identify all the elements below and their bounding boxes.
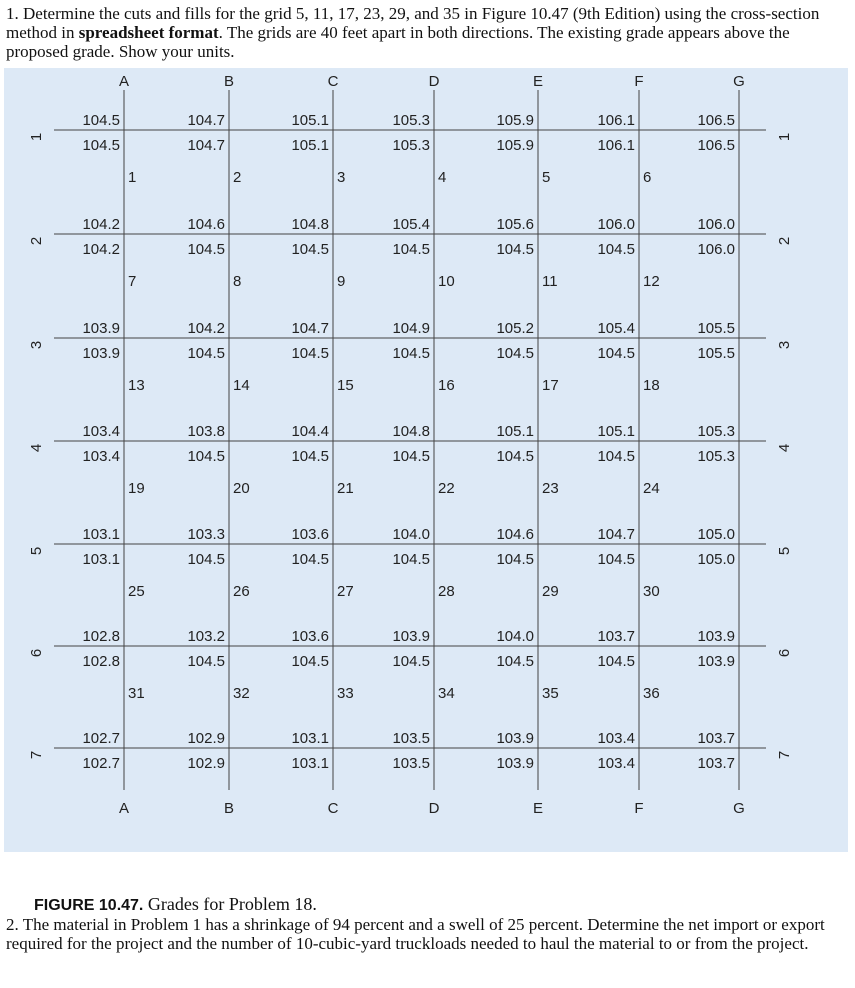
existing-elevation: 105.0 bbox=[697, 526, 735, 543]
row-label-left: 3 bbox=[28, 340, 45, 350]
grid-cell-number: 5 bbox=[542, 169, 551, 186]
proposed-elevation: 104.5 bbox=[392, 345, 430, 362]
proposed-elevation: 104.5 bbox=[291, 551, 329, 568]
grid-cell-number: 33 bbox=[337, 685, 354, 702]
column-label-top: C bbox=[327, 73, 339, 90]
proposed-elevation: 104.5 bbox=[496, 345, 534, 362]
proposed-elevation: 106.0 bbox=[697, 241, 735, 258]
row-label-left: 5 bbox=[28, 546, 45, 556]
grid-cell-number: 28 bbox=[438, 583, 455, 600]
proposed-elevation: 104.2 bbox=[82, 241, 120, 258]
existing-elevation: 104.6 bbox=[187, 216, 225, 233]
grid-cell-number: 25 bbox=[128, 583, 145, 600]
grid-cell-number: 4 bbox=[438, 169, 447, 186]
problem-1-text bbox=[6, 4, 846, 61]
grid-cell-number: 14 bbox=[233, 377, 250, 394]
grid-cell-number: 15 bbox=[337, 377, 354, 394]
proposed-elevation: 104.5 bbox=[392, 551, 430, 568]
proposed-elevation: 104.5 bbox=[496, 448, 534, 465]
grid-cell-number: 24 bbox=[643, 480, 660, 497]
column-label-bottom: F bbox=[634, 800, 644, 817]
grid-cell-number: 2 bbox=[233, 169, 242, 186]
grid-cell-number: 30 bbox=[643, 583, 660, 600]
problem-1-lead: 1. Determine the cuts and fills for the grid 5, 11, 17, 23, 29, and 35 in Figure 10.47 (9th Edition) using the cross-section method in bbox=[6, 4, 820, 42]
grid-cell-number: 35 bbox=[542, 685, 559, 702]
existing-elevation: 104.8 bbox=[291, 216, 329, 233]
row-label-left: 4 bbox=[28, 443, 45, 453]
figure-10-47 bbox=[4, 68, 848, 914]
caption-label: FIGURE 10.47. bbox=[34, 897, 144, 914]
grid-cell-number: 8 bbox=[233, 273, 242, 290]
existing-elevation: 105.1 bbox=[597, 423, 635, 440]
proposed-elevation: 106.5 bbox=[697, 137, 735, 154]
existing-elevation: 103.9 bbox=[496, 730, 534, 747]
column-label-top: A bbox=[118, 73, 130, 90]
grid-cell-number: 23 bbox=[542, 480, 559, 497]
existing-elevation: 103.4 bbox=[597, 730, 635, 747]
proposed-elevation: 104.5 bbox=[496, 653, 534, 670]
proposed-elevation: 104.5 bbox=[496, 241, 534, 258]
column-label-top: G bbox=[733, 73, 745, 90]
proposed-elevation: 104.5 bbox=[82, 137, 120, 154]
existing-elevation: 105.9 bbox=[496, 112, 534, 129]
existing-elevation: 103.8 bbox=[187, 423, 225, 440]
proposed-elevation: 103.4 bbox=[82, 448, 120, 465]
existing-elevation: 103.7 bbox=[697, 730, 735, 747]
column-label-top: F bbox=[634, 73, 644, 90]
grid-cell-number: 21 bbox=[337, 480, 354, 497]
column-label-bottom: A bbox=[118, 800, 130, 817]
existing-elevation: 103.3 bbox=[187, 526, 225, 543]
existing-elevation: 103.2 bbox=[187, 628, 225, 645]
row-label-right: 1 bbox=[776, 132, 793, 142]
existing-elevation: 103.7 bbox=[597, 628, 635, 645]
proposed-elevation: 104.5 bbox=[291, 241, 329, 258]
proposed-elevation: 103.9 bbox=[496, 755, 534, 772]
grid-cell-number: 7 bbox=[128, 273, 137, 290]
proposed-elevation: 103.9 bbox=[82, 345, 120, 362]
existing-elevation: 104.2 bbox=[82, 216, 120, 233]
column-label-top: E bbox=[532, 73, 544, 90]
grid-cell-number: 29 bbox=[542, 583, 559, 600]
proposed-elevation: 106.1 bbox=[597, 137, 635, 154]
proposed-elevation: 104.5 bbox=[597, 345, 635, 362]
existing-elevation: 104.5 bbox=[82, 112, 120, 129]
grid-cell-number: 16 bbox=[438, 377, 455, 394]
proposed-elevation: 104.5 bbox=[187, 241, 225, 258]
column-label-top: D bbox=[428, 73, 440, 90]
problem-2-text: 2. The material in Problem 1 has a shrinkage of 94 percent and a swell of 25 percent. Determine the net import or export required for the project and the number of 10-cubic-yard truckloads needed to haul the material to or from the project. bbox=[6, 915, 825, 953]
existing-elevation: 104.7 bbox=[291, 320, 329, 337]
grid-cell-number: 34 bbox=[438, 685, 455, 702]
column-label-top: B bbox=[223, 73, 235, 90]
existing-elevation: 105.1 bbox=[496, 423, 534, 440]
grid-cell-number: 10 bbox=[438, 273, 455, 290]
proposed-elevation: 105.9 bbox=[496, 137, 534, 154]
proposed-elevation: 105.0 bbox=[697, 551, 735, 568]
row-label-right: 5 bbox=[776, 546, 793, 556]
existing-elevation: 105.4 bbox=[392, 216, 430, 233]
row-label-right: 6 bbox=[776, 648, 793, 658]
row-label-right: 7 bbox=[776, 750, 793, 760]
proposed-elevation: 104.5 bbox=[597, 448, 635, 465]
grid-cell-number: 6 bbox=[643, 169, 652, 186]
proposed-elevation: 104.5 bbox=[597, 241, 635, 258]
existing-elevation: 105.2 bbox=[496, 320, 534, 337]
proposed-elevation: 104.5 bbox=[597, 653, 635, 670]
existing-elevation: 105.4 bbox=[597, 320, 635, 337]
proposed-elevation: 103.1 bbox=[82, 551, 120, 568]
proposed-elevation: 103.1 bbox=[291, 755, 329, 772]
existing-elevation: 103.9 bbox=[392, 628, 430, 645]
existing-elevation: 104.7 bbox=[597, 526, 635, 543]
row-label-left: 1 bbox=[28, 132, 45, 142]
existing-elevation: 102.7 bbox=[82, 730, 120, 747]
existing-elevation: 103.1 bbox=[82, 526, 120, 543]
existing-elevation: 105.3 bbox=[392, 112, 430, 129]
column-label-bottom: C bbox=[327, 800, 339, 817]
proposed-elevation: 102.7 bbox=[82, 755, 120, 772]
proposed-elevation: 104.5 bbox=[187, 448, 225, 465]
row-label-left: 7 bbox=[28, 750, 45, 760]
proposed-elevation: 104.5 bbox=[291, 653, 329, 670]
existing-elevation: 103.1 bbox=[291, 730, 329, 747]
grid-cell-number: 31 bbox=[128, 685, 145, 702]
existing-elevation: 103.4 bbox=[82, 423, 120, 440]
proposed-elevation: 104.5 bbox=[187, 345, 225, 362]
problem-1-bold: spreadsheet format bbox=[78, 23, 219, 42]
existing-elevation: 103.9 bbox=[697, 628, 735, 645]
proposed-elevation: 104.5 bbox=[597, 551, 635, 568]
existing-elevation: 104.8 bbox=[392, 423, 430, 440]
proposed-elevation: 104.5 bbox=[392, 448, 430, 465]
column-label-bottom: D bbox=[428, 800, 440, 817]
column-label-bottom: E bbox=[532, 800, 544, 817]
proposed-elevation: 104.5 bbox=[187, 653, 225, 670]
existing-elevation: 106.1 bbox=[597, 112, 635, 129]
grid-cell-number: 17 bbox=[542, 377, 559, 394]
proposed-elevation: 102.8 bbox=[82, 653, 120, 670]
caption-text: Grades for Problem 18. bbox=[143, 894, 317, 914]
proposed-elevation: 104.5 bbox=[392, 241, 430, 258]
proposed-elevation: 103.9 bbox=[697, 653, 735, 670]
existing-elevation: 104.2 bbox=[187, 320, 225, 337]
grid-cell-number: 32 bbox=[233, 685, 250, 702]
grid-cell-number: 36 bbox=[643, 685, 660, 702]
grid-cell-number: 13 bbox=[128, 377, 145, 394]
proposed-elevation: 103.5 bbox=[392, 755, 430, 772]
grid-cell-number: 9 bbox=[337, 273, 346, 290]
existing-elevation: 105.5 bbox=[697, 320, 735, 337]
grid-cell-number: 18 bbox=[643, 377, 660, 394]
proposed-elevation: 102.9 bbox=[187, 755, 225, 772]
row-label-left: 2 bbox=[28, 236, 45, 246]
existing-elevation: 106.0 bbox=[597, 216, 635, 233]
existing-elevation: 104.0 bbox=[496, 628, 534, 645]
proposed-elevation: 103.4 bbox=[597, 755, 635, 772]
grid-cell-number: 20 bbox=[233, 480, 250, 497]
grid-cell-number: 27 bbox=[337, 583, 354, 600]
grid-cell-number: 12 bbox=[643, 273, 660, 290]
grid-cell-number: 19 bbox=[128, 480, 145, 497]
existing-elevation: 105.3 bbox=[697, 423, 735, 440]
existing-elevation: 103.9 bbox=[82, 320, 120, 337]
column-label-bottom: G bbox=[733, 800, 745, 817]
proposed-elevation: 104.5 bbox=[187, 551, 225, 568]
grid-cell-number: 3 bbox=[337, 169, 346, 186]
grid-plan bbox=[4, 68, 848, 852]
proposed-elevation: 105.1 bbox=[291, 137, 329, 154]
proposed-elevation: 104.5 bbox=[392, 653, 430, 670]
existing-elevation: 104.9 bbox=[392, 320, 430, 337]
existing-elevation: 106.0 bbox=[697, 216, 735, 233]
existing-elevation: 102.9 bbox=[187, 730, 225, 747]
proposed-elevation: 103.7 bbox=[697, 755, 735, 772]
existing-elevation: 102.8 bbox=[82, 628, 120, 645]
row-label-right: 4 bbox=[776, 443, 793, 453]
proposed-elevation: 105.3 bbox=[392, 137, 430, 154]
row-label-left: 6 bbox=[28, 648, 45, 658]
proposed-elevation: 105.5 bbox=[697, 345, 735, 362]
grid-cell-number: 22 bbox=[438, 480, 455, 497]
proposed-elevation: 104.5 bbox=[291, 345, 329, 362]
row-label-right: 3 bbox=[776, 340, 793, 350]
problem-1-tail: . The grids are 40 feet apart in both directions. The existing grade appears above the proposed grade. Show your units. bbox=[6, 23, 790, 61]
existing-elevation: 103.6 bbox=[291, 526, 329, 543]
existing-elevation: 103.6 bbox=[291, 628, 329, 645]
grid-cell-number: 11 bbox=[542, 273, 558, 290]
existing-elevation: 105.6 bbox=[496, 216, 534, 233]
existing-elevation: 104.0 bbox=[392, 526, 430, 543]
existing-elevation: 105.1 bbox=[291, 112, 329, 129]
column-label-bottom: B bbox=[223, 800, 235, 817]
existing-elevation: 104.4 bbox=[291, 423, 329, 440]
proposed-elevation: 104.5 bbox=[496, 551, 534, 568]
existing-elevation: 106.5 bbox=[697, 112, 735, 129]
proposed-elevation: 105.3 bbox=[697, 448, 735, 465]
proposed-elevation: 104.5 bbox=[291, 448, 329, 465]
figure-caption bbox=[34, 894, 317, 915]
existing-elevation: 104.6 bbox=[496, 526, 534, 543]
proposed-elevation: 104.7 bbox=[187, 137, 225, 154]
grid-cell-number: 1 bbox=[128, 169, 137, 186]
existing-elevation: 103.5 bbox=[392, 730, 430, 747]
row-label-right: 2 bbox=[776, 236, 793, 246]
grid-cell-number: 26 bbox=[233, 583, 250, 600]
existing-elevation: 104.7 bbox=[187, 112, 225, 129]
